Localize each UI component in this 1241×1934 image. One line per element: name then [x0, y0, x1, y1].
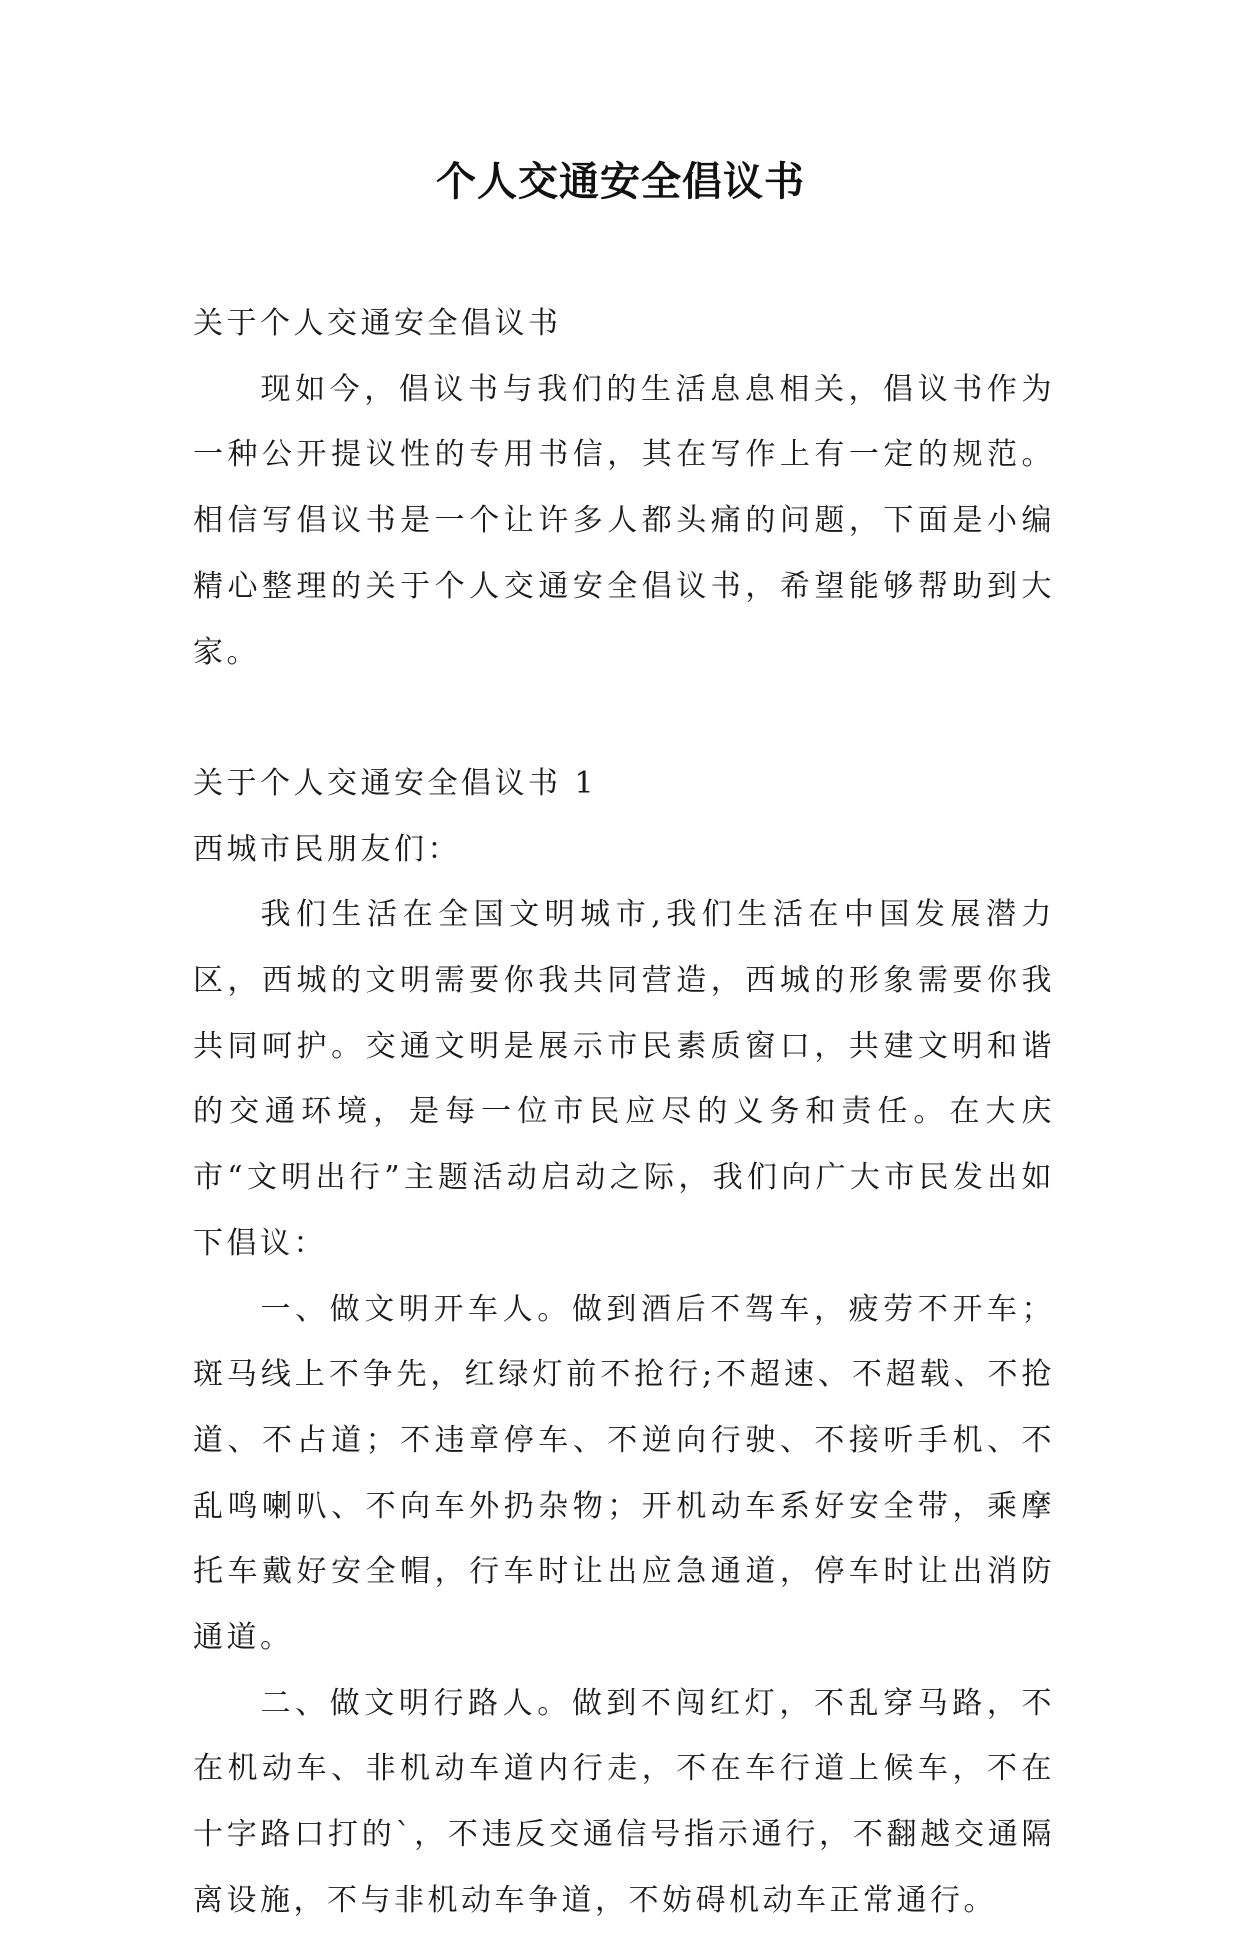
body-paragraph: 一、做文明开车人。做到酒后不驾车，疲劳不开车；斑马线上不争先，红绿灯前不抢行;不超速、不超载、不抢道、不占道；不违章停车、不逆向行驶、不接听手机、不乱鸣喇叭、不向车外扔杂物；开机动车系好安全带，乘摩托车戴好安全帽，行车时让出应急通道，停车时让出消防通道。 [193, 1291, 1055, 1656]
section-heading: 关于个人交通安全倡议书 1 [193, 765, 598, 801]
section-spacer [193, 685, 1055, 751]
body-paragraph: 二、做文明行路人。做到不闯红灯，不乱穿马路，不在机动车、非机动车道内行走，不在车行道上候车，不在十字路口打的`，不违反交通信号指示通行，不翻越交通隔离设施，不与非机动车争道，不妨碍机动车正常通行。 [193, 1685, 1055, 1918]
intro-heading: 关于个人交通安全倡议书 [193, 306, 562, 341]
salutation: 西城市民朋友们： [193, 831, 461, 867]
body-paragraph: 我们生活在全国文明城市,我们生活在中国发展潜力区，西城的文明需要你我共同营造，西城的形象需要你我共同呵护。交通文明是展示市民素质窗口，共建文明和谐的交通环境，是每一位市民应尽的义务和责任。在大庆市“文明出行”主题活动启动之际，我们向广大市民发出如下倡议： [193, 897, 1055, 1261]
document-title: 个人交通安全倡议书 [436, 158, 805, 205]
intro-paragraph: 现如今，倡议书与我们的生活息息相关，倡议书作为一种公开提议性的专用书信，其在写作上有一定的规范。相信写倡议书是一个让许多人都头痛的问题，下面是小编精心整理的关于个人交通安全倡议书，希望能够帮助到大家。 [193, 371, 1055, 670]
document-body [193, 291, 1055, 1934]
